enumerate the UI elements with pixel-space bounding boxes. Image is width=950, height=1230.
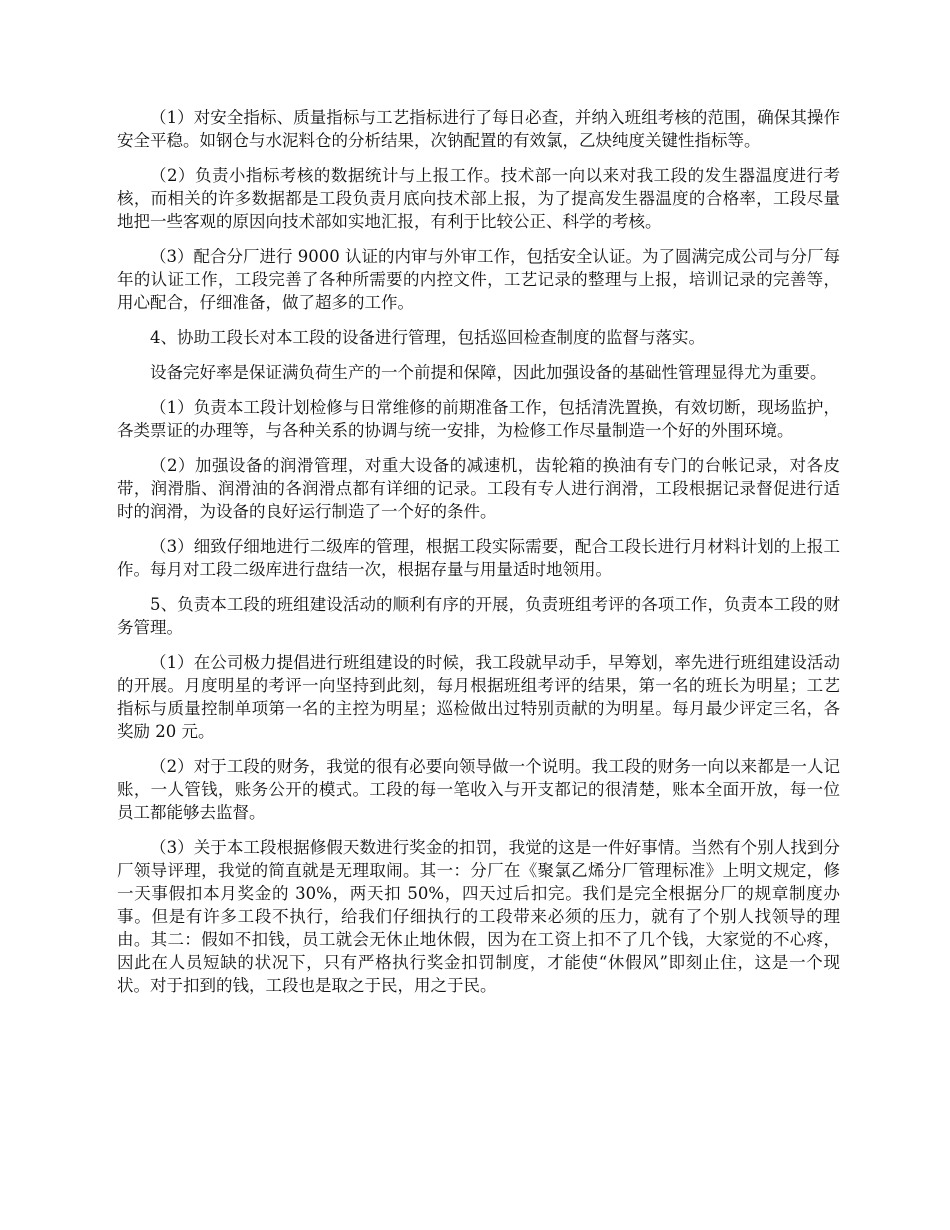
paragraph-indicator-statistics: （2）负责小指标考核的数据统计与上报工作。技术部一向以来对我工段的发生器温度进行考核，而相关的许多数据都是工段负责月底向技术部上报，为了提高发生器温度的合格率，工段尽量地把一些客观的原因向技术部如实地汇报，有利于比较公正、科学的考核。 <box>117 166 840 231</box>
paragraph-equipment-importance: 设备完好率是保证满负荷生产的一个前提和保障，因此加强设备的基础性管理显得尤为重要。 <box>150 363 827 382</box>
paragraph-lubrication-management: （2）加强设备的润滑管理，对重大设备的减速机，齿轮箱的换油有专门的台帐记录，对各皮带，润滑脂、润滑油的各润滑点都有详细的记录。工段有专人进行润滑，工段根据记录督促进行适时的润滑，为设备的良好运行制造了一个好的条件。 <box>117 456 840 521</box>
paragraph-safety-quality-indicators: （1）对安全指标、质量指标与工艺指标进行了每日必查，并纳入班组考核的范围，确保其操作安全平稳。如钢仓与水泥料仓的分析结果，次钠配置的有效氯，乙炔纯度关键性指标等。 <box>117 108 840 150</box>
paragraph-9000-certification: （3）配合分厂进行 9000 认证的内审与外审工作，包括安全认证。为了圆满完成公司与分厂每年的认证工作，工段完善了各种所需要的内控文件，工艺记录的整理与上报，培训记录的完善等，用心配合，仔细准备，做了超多的工作。 <box>117 247 840 312</box>
paragraph-maintenance-preparation: （1）负责本工段计划检修与日常维修的前期准备工作，包括清洗置换，有效切断，现场监护，各类票证的办理等，与各种关系的协调与统一安排，为检修工作尽量制造一个好的外围环境。 <box>117 398 840 440</box>
paragraph-bonus-deduction: （3）关于本工段根据修假天数进行奖金的扣罚，我觉的这是一件好事情。当然有个别人找到分厂领导评理，我觉的简直就是无理取闹。其一：分厂在《聚氯乙烯分厂管理标准》上明文规定，修一天事假扣本月奖金的 30%，两天扣 50%，四天过后扣完。我们是完全根据分厂的规章制度办事。但是有许多工段不执行，给我们仔细执行的工段带来必须的压力，就有了个别人找领导的理由。其二：假如不扣钱，员工就会无休止地休假，因为在工资上扣不了几个钱，大家觉的不心疼，因此在人员短缺的状况下，只有严格执行奖金扣罚制度，才能使“休假风”即刻止住，这是一个现状。对于扣到的钱，工段也是取之于民，用之于民。 <box>117 838 840 995</box>
paragraph-equipment-management-heading: 4、协助工段长对本工段的设备进行管理，包括巡回检查制度的监督与落实。 <box>150 328 705 347</box>
paragraph-secondary-warehouse: （3）细致仔细地进行二级库的管理，根据工段实际需要，配合工段长进行月材料计划的上报工作。每月对工段二级库进行盘结一次，根据存量与用量适时地领用。 <box>117 537 840 579</box>
paragraph-team-building-activities: （1）在公司极力提倡进行班组建设的时候，我工段就早动手，早筹划，率先进行班组建设活动的开展。月度明星的考评一向坚持到此刻，每月根据班组考评的结果，第一名的班长为明星；工艺指标与质量控制单项第一名的主控为明星；巡检做出过特别贡献的为明星。每月最少评定三名，各奖励 20 元。 <box>117 653 840 741</box>
document-body <box>117 106 840 1009</box>
paragraph-finance: （2）对于工段的财务，我觉的很有必要向领导做一个说明。我工段的财务一向以来都是一人记账，一人管钱，账务公开的模式。工段的每一笔收入与开支都记的很清楚，账本全面开放，每一位员工都能够去监督。 <box>117 757 840 822</box>
paragraph-team-building-heading: 5、负责本工段的班组建设活动的顺利有序的开展，负责班组考评的各项工作，负责本工段的财务管理。 <box>117 595 840 637</box>
